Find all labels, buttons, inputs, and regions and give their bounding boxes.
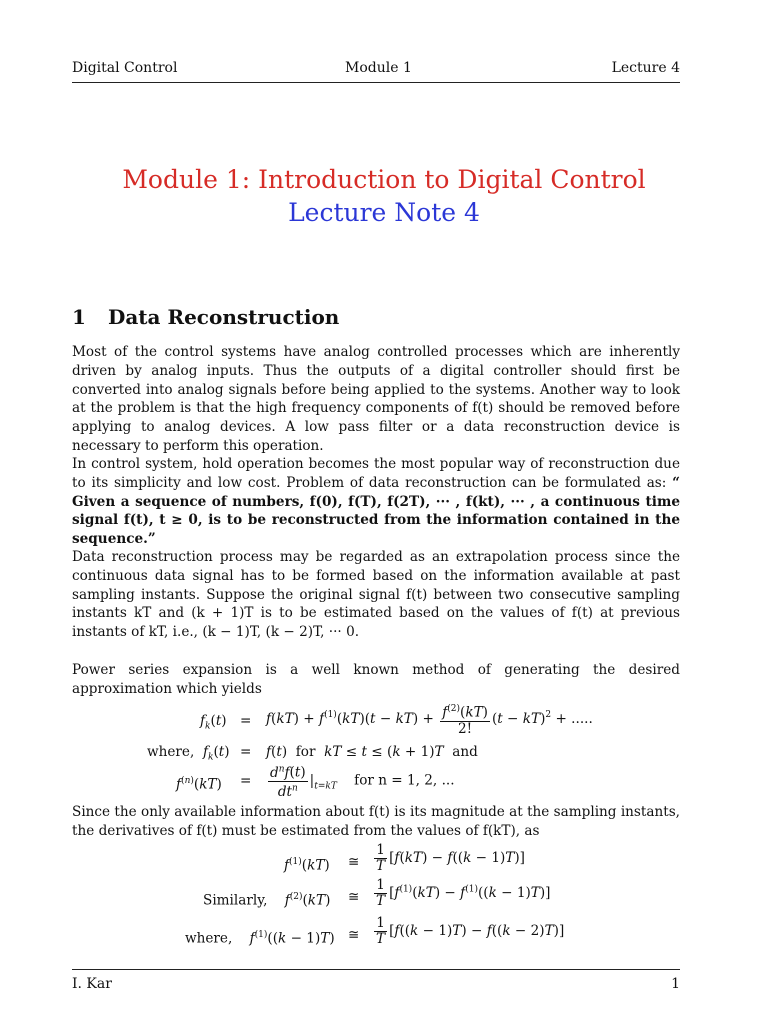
paragraph-3: Data reconstruction process may be regarded as an extrapolation process since the continuous data signal has to be formed based on the information available at past sampling instants. Suppose the original signal f(t) between two consecutive sampling instants kT and (k + 1)T is to be estimated based on the values of f(t) at previous instants of kT, i.e., (k − 1)T, (k − 2)T, ··· 0.: [72, 549, 680, 641]
equation-first-derivative-lhs: $f^{(1)}(kT)$: [284, 857, 330, 874]
paragraph-2-text: In control system, hold operation becomes the most popular way of reconstruction due to its simplicity and low cost. Problem of data reconstruction can be formulated as:: [72, 456, 680, 491]
header-course: Digital Control: [72, 60, 178, 76]
header-module: Module 1: [345, 60, 412, 76]
section-heading: [72, 305, 339, 329]
equation-equals-3: =: [240, 773, 252, 789]
equation-power-series: $f_k(t)$: [200, 713, 227, 732]
equation-where-rhs: f(t) for kT ≤ t ≤ (k + 1)T and: [266, 744, 478, 760]
page-number: 1: [671, 976, 680, 992]
and-label: and: [452, 744, 478, 760]
page-footer: [72, 976, 680, 992]
section-title: Data Reconstruction: [108, 305, 340, 329]
paragraph-2-statement: “ Given a sequence of numbers, f(0), f(T), f(2T), ··· , f(kt), ··· , a continuous time signal f(t), t ≥ 0, is to be reconstructed from the information contained in the sequence.”: [72, 474, 680, 548]
equation-where-row: where, $f_k(t)$: [147, 744, 230, 763]
lecture-title: Lecture Note 4: [288, 198, 480, 227]
paragraph-5: Since the only available information about f(t) is its magnitude at the sampling instants, the derivatives of f(t) must be estimated from the values of f(kT), as: [72, 804, 680, 839]
footer-author: I. Kar: [72, 976, 112, 992]
paragraph-2: [72, 455, 680, 549]
page-header: [72, 60, 680, 80]
paragraph-1: Most of the control systems have analog controlled processes which are inherently driven by analog inputs. Thus the outputs of a digital controller should first be converted into analog signals before being applied to the systems. Another way to look at the problem is that the high frequency components of f(t) should be removed before applying to analog devices. A low pass filter or a data reconstruction device is necessary to perform this operation.: [72, 344, 680, 454]
section-number: 1: [72, 305, 86, 329]
where-label: where,: [147, 744, 195, 760]
equation-derivative-rhs: $\frac{d^nf(t)}{dt^n}$ $|_{t=kT}$ for n = 1, 2, ...: [270, 764, 455, 801]
equation-power-series-rhs: $f(kT) + f^{(1)}(kT)(t - kT)$ + $\frac{f^{(2)}(kT)}{2!}$ (t − kT)$^2$ + .....: [266, 704, 593, 737]
equation-approx-3: ≅: [348, 927, 360, 943]
module-title: Module 1: Introduction to Digital Control: [122, 165, 646, 194]
equation-approx-1: ≅: [348, 854, 360, 870]
header-lecture: Lecture 4: [611, 60, 680, 76]
footer-rule: [72, 969, 680, 970]
for-n-label: for n = 1, 2, ...: [354, 772, 455, 789]
paragraph-4: Power series expansion is a well known method of generating the desired approximation which yields: [72, 662, 680, 697]
equation-first-derivative-rhs: $\frac{1}{T}$ [f(kT) − f((k − 1)T)]: [376, 842, 525, 874]
equation-approx-2: ≅: [348, 889, 360, 905]
similarly-label: Similarly,: [203, 892, 268, 909]
equation-prev-derivative-lhs: where, $f^{(1)}((k - 1)T)$: [185, 930, 335, 947]
equation-prev-derivative-rhs: $\frac{1}{T}$ [f((k − 1)T) − f((k − 2)T)]: [376, 915, 565, 947]
equation-derivative-lhs: $f^{(n)}(kT)$: [176, 776, 222, 793]
equation-second-derivative-rhs: $\frac{1}{T}$ $[f^{(1)}(kT) - f^{(1)}((k - 1)T)]$: [376, 877, 551, 909]
where-label-2: where,: [185, 930, 233, 947]
header-rule: [72, 82, 680, 83]
equation-second-derivative-lhs: Similarly, $f^{(2)}(kT)$: [203, 892, 331, 909]
equation-equals: =: [240, 713, 252, 729]
equation-equals-2: =: [240, 744, 252, 760]
